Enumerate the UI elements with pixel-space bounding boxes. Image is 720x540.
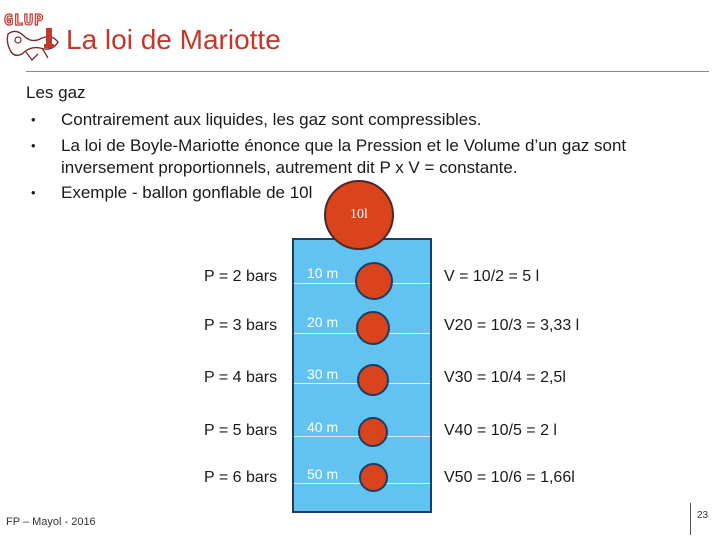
bullet-item: Exemple - ballon gonflable de 10l xyxy=(61,183,313,202)
depth-label: 40 m xyxy=(307,419,339,435)
bullet-item: La loi de Boyle-Mariotte énonce que la Pression et le Volume d’un gaz sont xyxy=(61,136,627,155)
pressure-label: P = 6 bars xyxy=(204,469,278,486)
pressure-label: P = 3 bars xyxy=(204,317,278,334)
svg-text:GLUP: GLUP xyxy=(4,11,45,29)
pressure-label: P = 4 bars xyxy=(204,369,278,386)
volume-label: V50 = 10/6 = 1,66l xyxy=(444,469,575,486)
section-title: Les gaz xyxy=(26,83,86,102)
balloon-icon xyxy=(356,311,390,345)
volume-label: V40 = 10/5 = 2 l xyxy=(444,422,557,439)
balloon-icon xyxy=(357,364,389,396)
pressure-label: P = 2 bars xyxy=(204,268,278,285)
surface-balloon-label: 10l xyxy=(350,207,368,222)
surface-balloon xyxy=(324,180,394,250)
volume-label: V20 = 10/3 = 3,33 l xyxy=(444,317,580,334)
balloon-icon xyxy=(358,417,388,447)
volume-label: V30 = 10/4 = 2,5l xyxy=(444,369,566,386)
page-title: La loi de Mariotte xyxy=(66,24,281,55)
bullet-item: Contrairement aux liquides, les gaz sont compressibles. xyxy=(61,110,482,129)
balloon-icon xyxy=(359,463,388,492)
glup-logo xyxy=(2,8,66,68)
pressure-label: P = 5 bars xyxy=(204,422,278,439)
bullet-symbol: • xyxy=(31,112,36,127)
depth-label: 10 m xyxy=(307,265,339,281)
page-number: 23 xyxy=(697,510,709,521)
volume-label: V = 10/2 = 5 l xyxy=(444,268,540,285)
bullet-symbol: • xyxy=(31,185,36,200)
title-divider xyxy=(26,71,709,72)
depth-label: 20 m xyxy=(307,314,339,330)
page-number-divider xyxy=(690,503,691,535)
depth-label: 50 m xyxy=(307,466,339,482)
bullet-symbol: • xyxy=(31,138,36,153)
bullet-item-continuation: inversement proportionnels, autrement dit P x V = constante. xyxy=(61,158,518,177)
water-tank xyxy=(292,238,432,513)
footer-credit: FP – Mayol - 2016 xyxy=(6,516,96,528)
balloon-icon xyxy=(355,262,393,300)
depth-label: 30 m xyxy=(307,366,339,382)
